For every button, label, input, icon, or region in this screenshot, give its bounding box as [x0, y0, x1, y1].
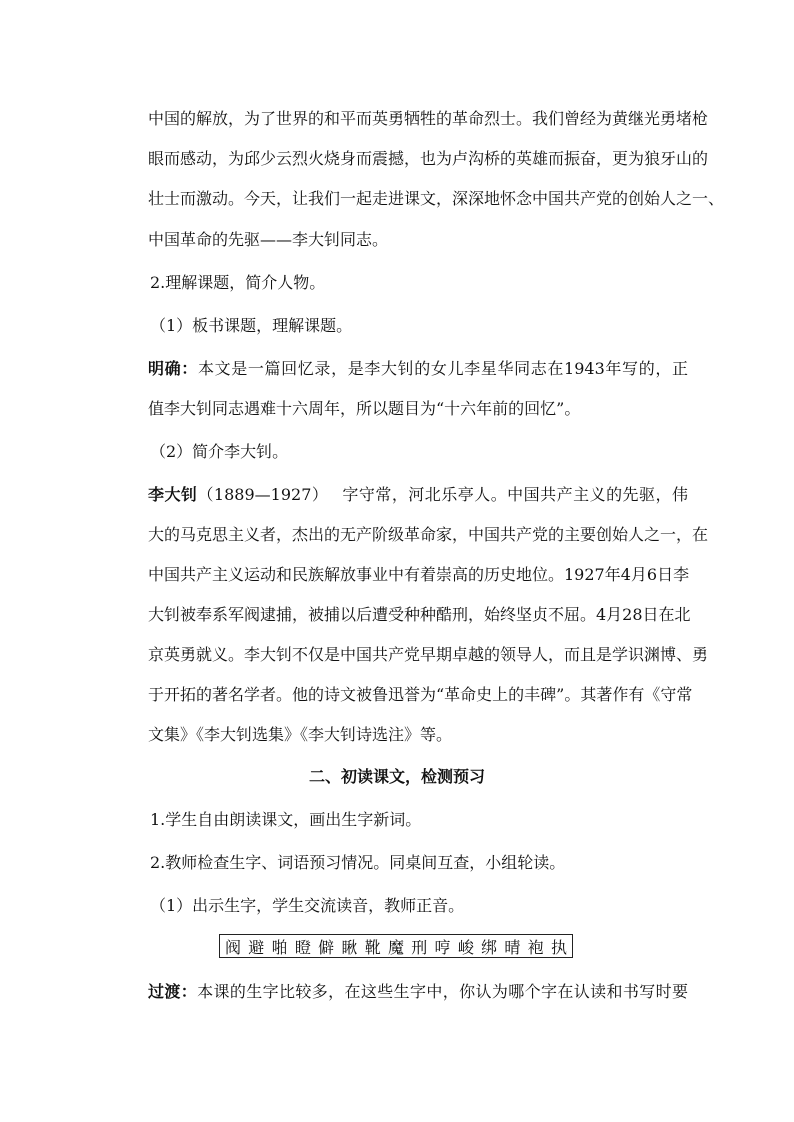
new-character: 峻 [457, 937, 474, 957]
section-item-2: 2.教师检查生字、词语预习情况。同桌间互查，小组轮读。 [150, 853, 566, 872]
section-item-2-1: （1）出示生字，学生交流读音，教师正音。 [150, 896, 465, 915]
bio-first-line-rest: （1889—1927） 字守常，河北乐亭人。中国共产主义的先驱，伟 [197, 485, 688, 504]
step-2-1-text: （1）板书课题，理解课题。 [150, 316, 353, 335]
new-character: 僻 [318, 937, 335, 957]
new-character: 啪 [271, 937, 288, 957]
step-2-2-text: （2）简介李大钊。 [150, 442, 289, 461]
transition-text: 本课的生字比较多，在这些生字中，你认为哪个字在认读和书写时要 [197, 982, 688, 1001]
transition-label: 过渡： [148, 982, 198, 1001]
intro-line-4: 中国革命的先驱——李大钊同志。 [148, 230, 389, 249]
bio-line-4: 大钊被奉系军阀逮捕，被捕以后遭受种种酷刑，始终坚贞不屈。4月28日在北 [148, 605, 691, 624]
section-heading: 二、初读课文，检测预习 [308, 767, 485, 786]
new-character: 刑 [411, 937, 428, 957]
new-character: 晴 [504, 937, 521, 957]
bio-line-1 [148, 483, 688, 507]
clarify-line-2: 值李大钊同志遇难十六周年，所以题目为“十六年前的回忆”。 [148, 399, 581, 418]
bio-line-5: 京英勇就义。李大钊不仅是中国共产党早期卓越的领导人，而且是学识渊博、勇 [148, 645, 709, 664]
new-character: 绑 [481, 937, 498, 957]
new-character: 执 [550, 937, 567, 957]
section-item-1: 1.学生自由朗读课文，画出生字新词。 [150, 810, 422, 829]
new-character: 哼 [434, 937, 451, 957]
transition-line [148, 980, 688, 1004]
step-2-text: 2.理解课题，简介人物。 [150, 273, 326, 292]
intro-line-3: 壮士而激动。今天，让我们一起走进课文，深深地怀念中国共产党的创始人之一、 [148, 189, 725, 208]
new-character: 阀 [225, 937, 242, 957]
bio-line-7: 文集》《李大钊选集》《李大钊诗选注》等。 [148, 725, 453, 744]
bio-line-2: 大的马克思主义者，杰出的无产阶级革命家，中国共产党的主要创始人之一，在 [148, 525, 709, 544]
bio-line-6: 于开拓的著名学者。他的诗文被鲁迅誉为“革命史上的丰碑”。其著作有《守常 [148, 685, 693, 704]
new-character: 袍 [527, 937, 544, 957]
new-characters-box [219, 934, 573, 958]
clarify-text-1: 本文是一篇回忆录，是李大钊的女儿李星华同志在1943年写的，正 [197, 359, 688, 378]
new-character: 避 [248, 937, 265, 957]
new-character: 魔 [387, 937, 404, 957]
new-character: 靴 [364, 937, 381, 957]
new-character: 瞅 [341, 937, 358, 957]
clarify-line-1 [148, 357, 688, 381]
bio-name: 李大钊 [148, 485, 198, 504]
intro-line-2: 眼而感动，为邱少云烈火烧身而震撼，也为卢沟桥的英雄而振奋，更为狼牙山的 [148, 149, 709, 168]
bio-line-3: 中国共产主义运动和民族解放事业中有着崇高的历史地位。1927年4月6日李 [148, 565, 690, 584]
intro-line-1: 中国的解放，为了世界的和平而英勇牺牲的革命烈士。我们曾经为黄继光勇堵枪 [148, 109, 709, 128]
clarify-label: 明确： [148, 359, 198, 378]
new-character: 瞪 [294, 937, 311, 957]
